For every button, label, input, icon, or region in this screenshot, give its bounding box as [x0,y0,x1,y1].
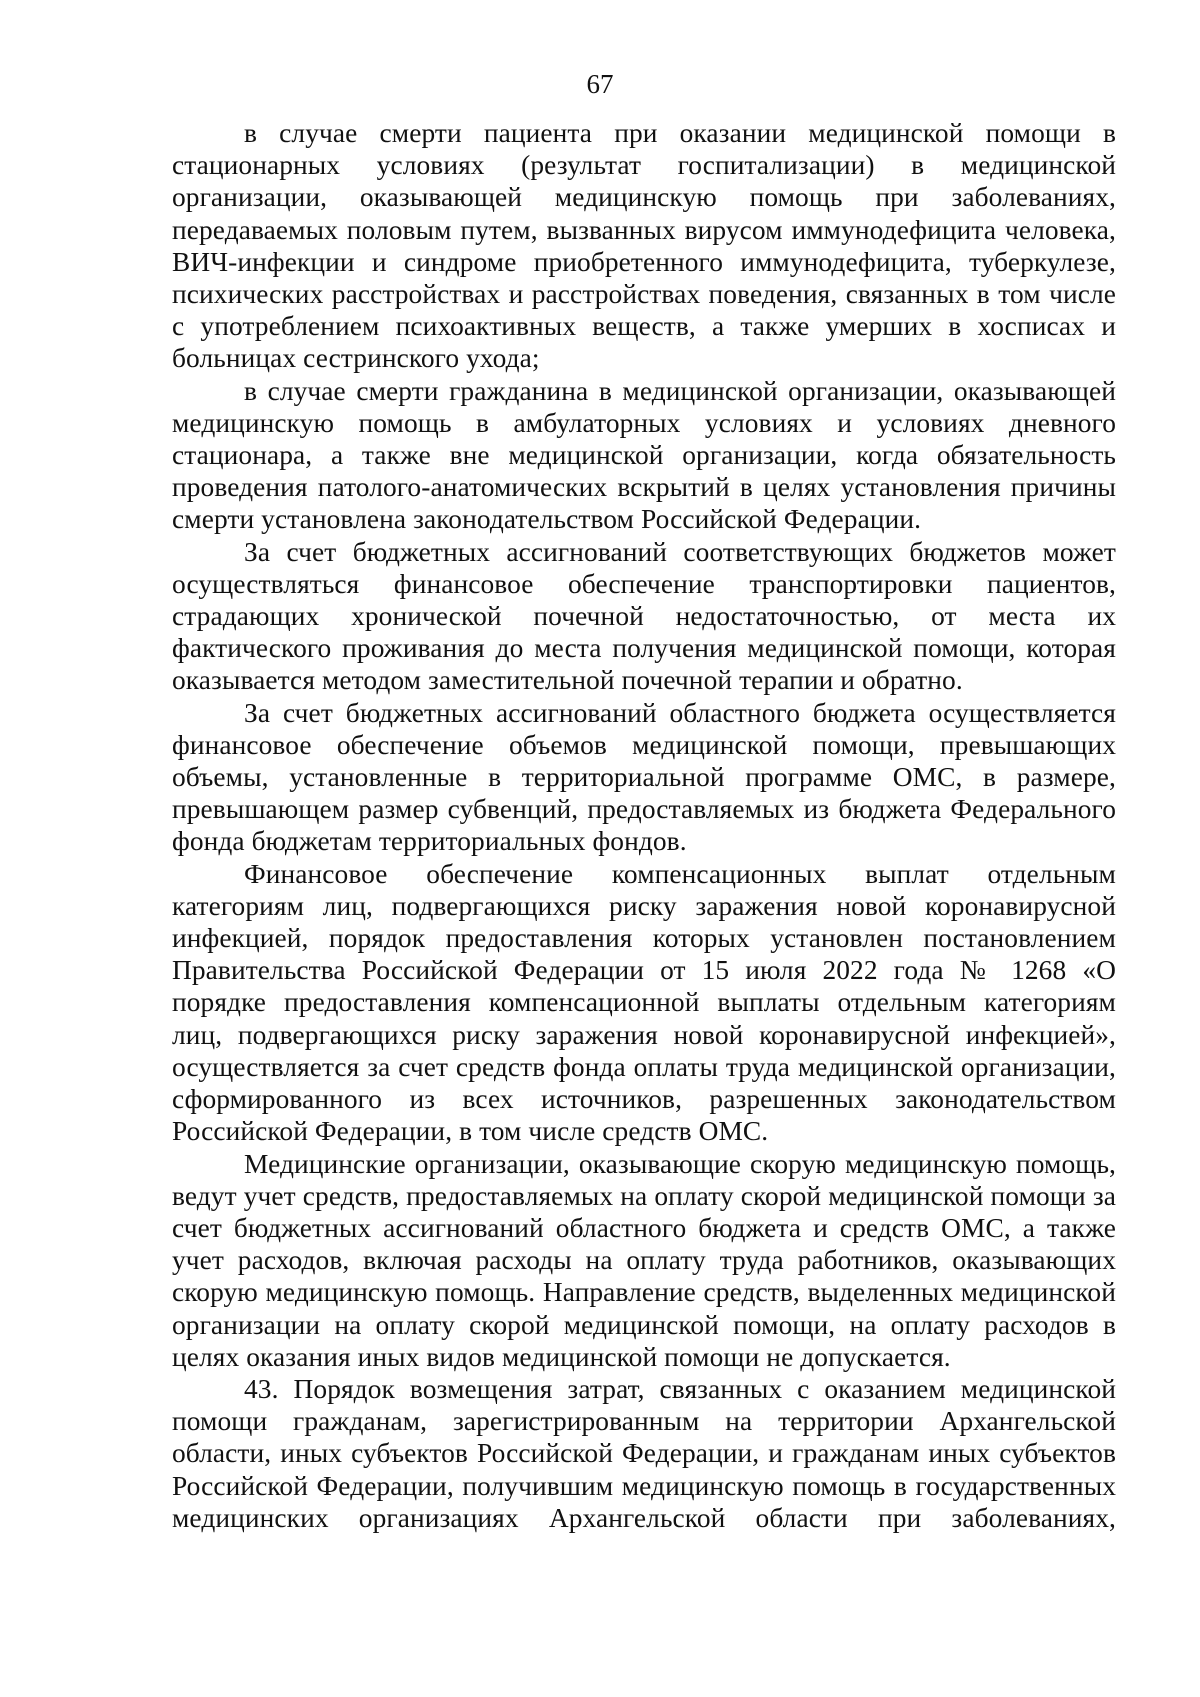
document-body [172,117,1116,1534]
page-number: 67 [586,69,614,99]
paragraph-dialysis-transport: За счет бюджетных ассигнований соответствующих бюджетов может осуществляться финансовое обеспечение транспортировки пациентов, страдающих хронической почечной недостаточностью, от места их фактического проживания до места получения медицинской помощи, которая оказывается методом заместительной почечной терапии и обратно. [172,536,1116,696]
paragraph-regional-budget-volumes: За счет бюджетных ассигнований областного бюджета осуществляется финансовое обеспечение объемов медицинской помощи, превышающих объемы, установленные в территориальной программе ОМС, в размере, превышающем размер субвенций, предоставляемых из бюджета Федерального фонда бюджетам территориальных фондов. [172,697,1116,857]
paragraph-item-43: 43. Порядок возмещения затрат, связанных с оказанием медицинской помощи гражданам, зарегистрированным на территории Архангельской области, иных субъектов Российской Федерации, и гражданам иных субъектов Российской Федерации, получившим медицинскую помощь в государственных медицинских организациях Архангельской области при заболеваниях, [172,1373,1116,1533]
paragraph-death-in-hospital: в случае смерти пациента при оказании медицинской помощи в стационарных условиях (результат госпитализации) в медицинской организации, оказывающей медицинскую помощь при заболеваниях, передаваемых половым путем, вызванных вирусом иммунодефицита человека, ВИЧ-инфекции и синдроме приобретенного иммунодефицита, туберкулезе, психических расстройствах и расстройствах поведения, связанных в том числе с употреблением психоактивных веществ, а также умерших в хосписах и больницах сестринского ухода; [172,118,1116,374]
paragraph-ambulance-accounting: Медицинские организации, оказывающие скорую медицинскую помощь, ведут учет средств, предоставляемых на оплату скорой медицинской помощи за счет бюджетных ассигнований областного бюджета и средств ОМС, а также учет расходов, включая расходы на оплату труда работников, оказывающих скорую медицинскую помощь. Направление средств, выделенных медицинской организации на оплату скорой медицинской помощи, на оплату расходов в целях оказания иных видов медицинской помощи не допускается. [172,1148,1116,1372]
paragraph-covid-compensation: Финансовое обеспечение компенсационных выплат отдельным категориям лиц, подвергающихся риску заражения новой коронавирусной инфекцией, порядок предоставления которых установлен постановлением Правительства Российской Федерации от 15 июля 2022 года № 1268 «О порядке предоставления компенсационной выплаты отдельным категориям лиц, подвергающихся риску заражения новой коронавирусной инфекцией», осуществляется за счет средств фонда оплаты труда медицинской организации, сформированного из всех источников, разрешенных законодательством Российской Федерации, в том числе средств ОМС. [172,858,1116,1147]
paragraph-death-outpatient: в случае смерти гражданина в медицинской организации, оказывающей медицинскую помощь в амбулаторных условиях и условиях дневного стационара, а также вне медицинской организации, когда обязательность проведения патолого-анатомических вскрытий в целях установления причины смерти установлена законодательством Российской Федерации. [172,375,1116,535]
